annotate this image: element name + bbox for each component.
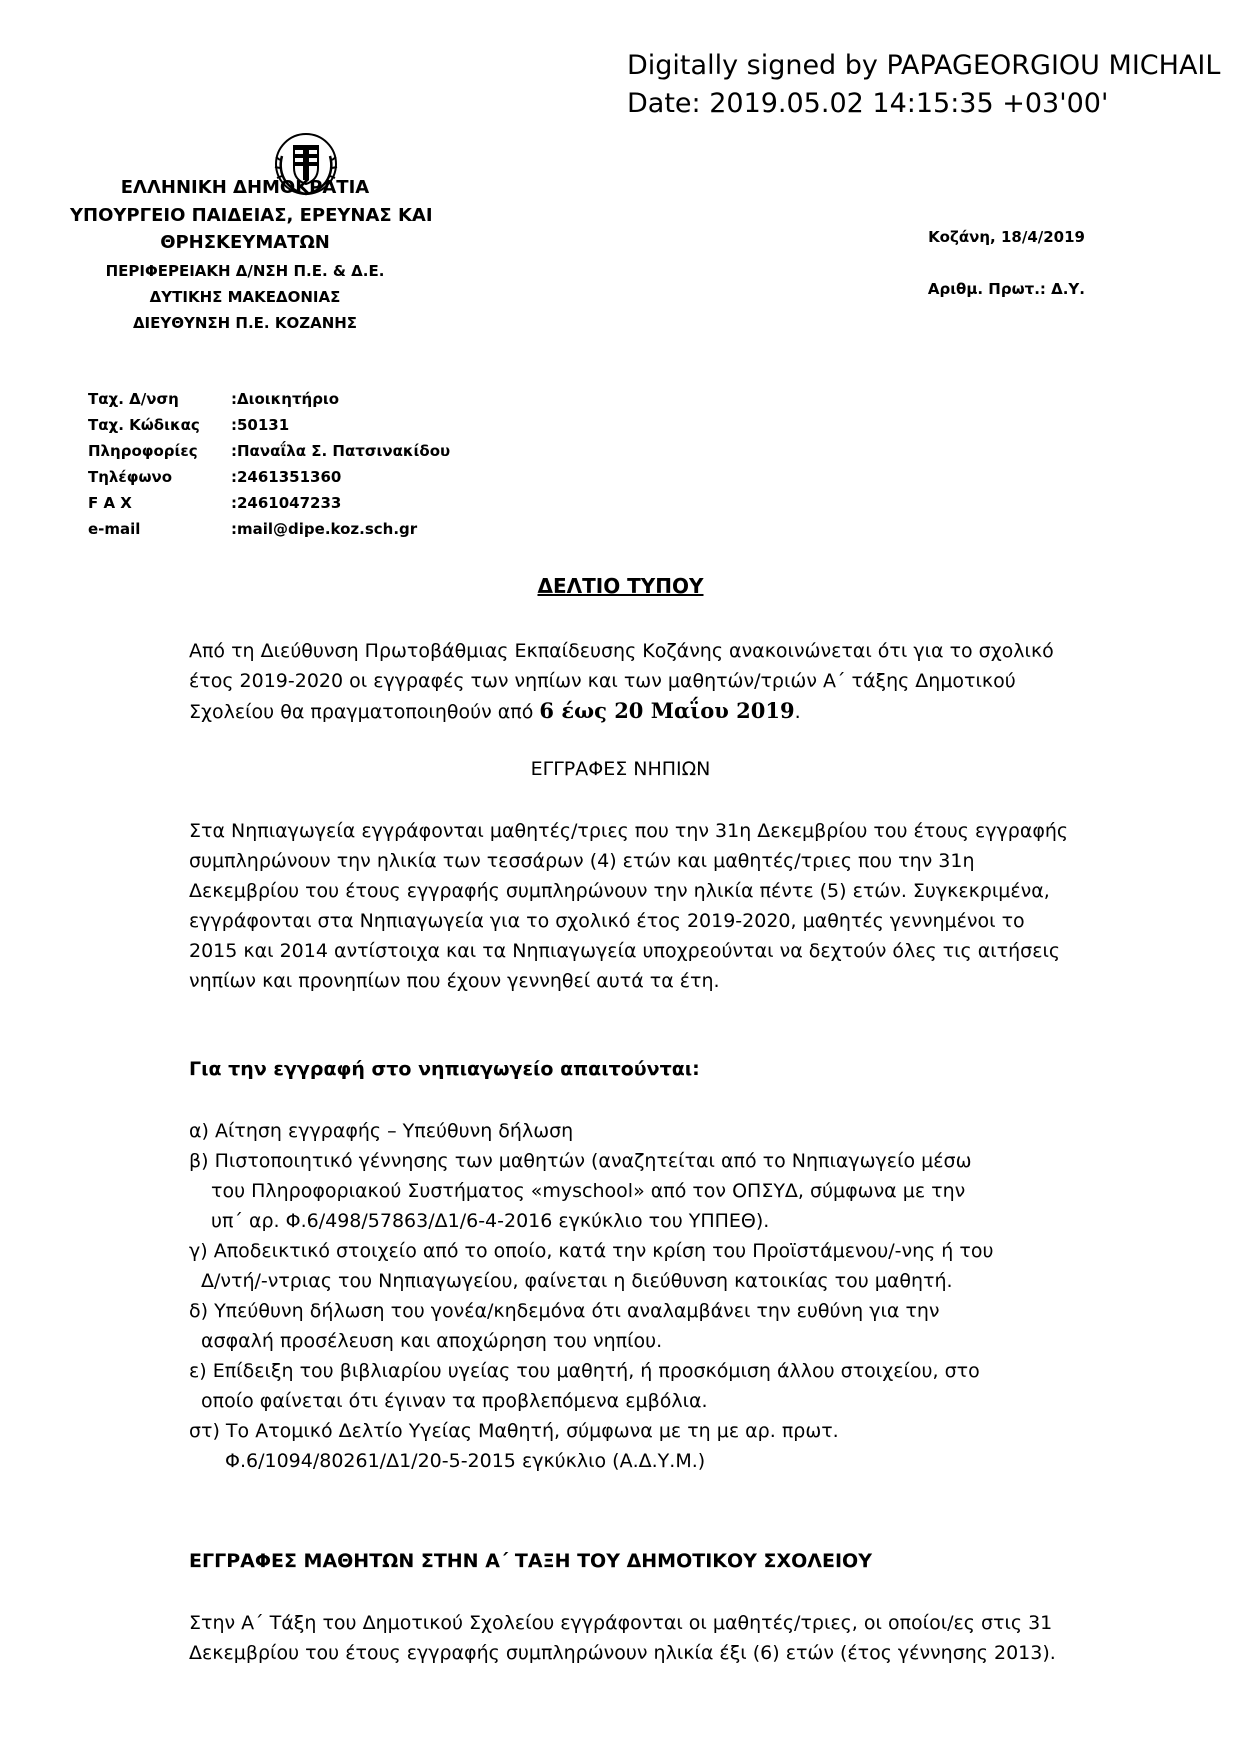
list-item-text: ε) Επίδειξη του βιβλιαρίου υγείας του μαθητή, ή προσκόμιση άλλου στοιχείου, στο	[189, 1360, 980, 1382]
primary-school-paragraph: Στην Α΄ Τάξη του Δημοτικού Σχολείου εγγράφονται οι μαθητές/τριες, οι οποίοι/ες στις 31 Δεκεμβρίου του έτους εγγραφής συμπληρώνουν ηλικία έξι (6) ετών (έτος γέννησης 2013).	[189, 1612, 1056, 1664]
contact-label: e-mail	[88, 520, 141, 538]
list-item	[189, 1416, 1089, 1476]
digital-signature-name: Digitally signed by PAPAGEORGIOU MICHAIL	[627, 50, 1221, 81]
list-item	[189, 1116, 1089, 1146]
intro-text: Από τη Διεύθυνση Πρωτοβάθμιας Εκπαίδευσης Κοζάνης ανακοινώνεται ότι για το σχολικό έτος 2019-2020 οι εγγραφές των νηπίων και των μαθητών/τριών Α΄ τάξης Δημοτικού Σχολείου θα πραγματοποιηθούν από	[189, 640, 1054, 723]
requirements-heading: Για την εγγραφή στο νηπιαγωγείο απαιτούνται:	[189, 1058, 700, 1080]
kindergarten-paragraph: Στα Νηπιαγωγεία εγγράφονται μαθητές/τριες που την 31η Δεκεμβρίου του έτους εγγραφής συμπληρώνουν την ηλικία των τεσσάρων (4) ετών και μαθητές/τριες που την 31η Δεκεμβρίου του έτους εγγραφής συμπληρώνουν την ηλικία πέντε (5) ετών. Συγκεκριμένα, εγγράφονται στα Νηπιαγωγεία για το σχολικό έτος 2019-2020, μαθητές γεννημένοι το 2015 και 2014 αντίστοιχα και τα Νηπιαγωγεία υποχρεούνται να δεχτούν όλες τις αιτήσεις νηπίων και προνηπίων που έχουν γεννηθεί αυτά τα έτη.	[189, 820, 1069, 992]
contact-label: Ταχ. Δ/νση	[88, 390, 179, 408]
protocol-number: Αριθμ. Πρωτ.: Δ.Υ.	[927, 280, 1085, 298]
contact-value: :2461047233	[231, 494, 342, 512]
list-item	[189, 1146, 1089, 1236]
intro-paragraph	[189, 636, 1069, 727]
list-item-text: β) Πιστοποιητικό γέννησης των μαθητών (αναζητείται από το Νηπιαγωγείο μέσω	[189, 1150, 972, 1172]
intro-end: .	[794, 701, 801, 723]
list-item	[189, 1236, 1089, 1296]
list-item-text: α) Αίτηση εγγραφής – Υπεύθυνη δήλωση	[189, 1120, 574, 1142]
contact-value: :Παναΐλα Σ. Πατσινακίδου	[231, 442, 451, 460]
contact-label: Τηλέφωνο	[88, 468, 173, 486]
list-item	[189, 1356, 1089, 1416]
list-item-text: οποίο φαίνεται ότι έγιναν τα προβλεπόμενα εμβόλια.	[201, 1390, 708, 1412]
kindergarten-heading: ΕΓΓΡΑΦΕΣ ΝΗΠΙΩΝ	[530, 758, 711, 780]
contact-value: :2461351360	[231, 468, 342, 486]
contact-label: Ταχ. Κώδικας	[88, 416, 200, 434]
press-release-title: ΔΕΛΤΙΟ ΤΥΠΟΥ	[537, 574, 704, 598]
primary-school-heading: ΕΓΓΡΑΦΕΣ ΜΑΘΗΤΩΝ ΣΤΗΝ Α΄ ΤΑΞΗ ΤΟΥ ΔΗΜΟΤΙΚΟΥ ΣΧΟΛΕΙΟΥ	[189, 1550, 872, 1572]
digital-signature-date: Date: 2019.05.02 14:15:35 +03'00'	[627, 88, 1109, 119]
org-line-region: ΔΥΤΙΚΗΣ ΜΑΚΕΔΟΝΙΑΣ	[149, 288, 341, 306]
contact-label: F A X	[88, 494, 132, 512]
list-item-text: στ) Το Ατομικό Δελτίο Υγείας Μαθητή, σύμφωνα με τη με αρ. πρωτ.	[189, 1420, 839, 1442]
contact-value: :50131	[231, 416, 290, 434]
list-item-text: υπ΄ αρ. Φ.6/498/57863/Δ1/6-4-2016 εγκύκλιο του ΥΠΠΕΘ).	[211, 1210, 770, 1232]
list-item-text: δ) Υπεύθυνη δήλωση του γονέα/κηδεμόνα ότι αναλαμβάνει την ευθύνη για την	[189, 1300, 940, 1322]
list-item-text: του Πληροφοριακού Συστήματος «myschool» από τον ΟΠΣΥΔ, σύμφωνα με την	[211, 1180, 966, 1202]
contact-value: :mail@dipe.koz.sch.gr	[231, 520, 418, 538]
org-line-ministry-cont: ΘΡΗΣΚΕΥΜΑΤΩΝ	[160, 232, 330, 253]
org-line-directorate: ΔΙΕΥΘΥΝΣΗ Π.Ε. ΚΟΖΑΝΗΣ	[132, 314, 358, 332]
org-line-regional: ΠΕΡΙΦΕΡΕΙΑΚΗ Δ/ΝΣΗ Π.Ε. & Δ.Ε.	[105, 262, 385, 280]
org-line-ministry: ΥΠΟΥΡΓΕΙΟ ΠΑΙΔΕΙΑΣ, ΕΡΕΥΝΑΣ ΚΑΙ	[70, 205, 433, 226]
list-item	[189, 1296, 1089, 1356]
requirements-list	[189, 1116, 1089, 1476]
list-item-text: Φ.6/1094/80261/Δ1/20-5-2015 εγκύκλιο (Α.Δ.Υ.Μ.)	[225, 1450, 706, 1472]
contact-value: :Διοικητήριο	[231, 390, 340, 408]
list-item-text: Δ/ντή/-ντριας του Νηπιαγωγείου, φαίνεται η διεύθυνση κατοικίας του μαθητή.	[201, 1270, 953, 1292]
list-item-text: γ) Αποδεικτικό στοιχείο από το οποίο, κατά την κρίση του Προϊστάμενου/-νης ή του	[189, 1240, 994, 1262]
contact-label: Πληροφορίες	[88, 442, 198, 460]
list-item-text: ασφαλή προσέλευση και αποχώρηση του νηπίου.	[201, 1330, 663, 1352]
place-date: Κοζάνη, 18/4/2019	[928, 228, 1085, 246]
registration-dates: 6 έως 20 Μαΐου 2019	[539, 698, 795, 723]
org-line-republic: ΕΛΛΗΝΙΚΗ ΔΗΜΟΚΡΑΤΙΑ	[120, 177, 370, 198]
